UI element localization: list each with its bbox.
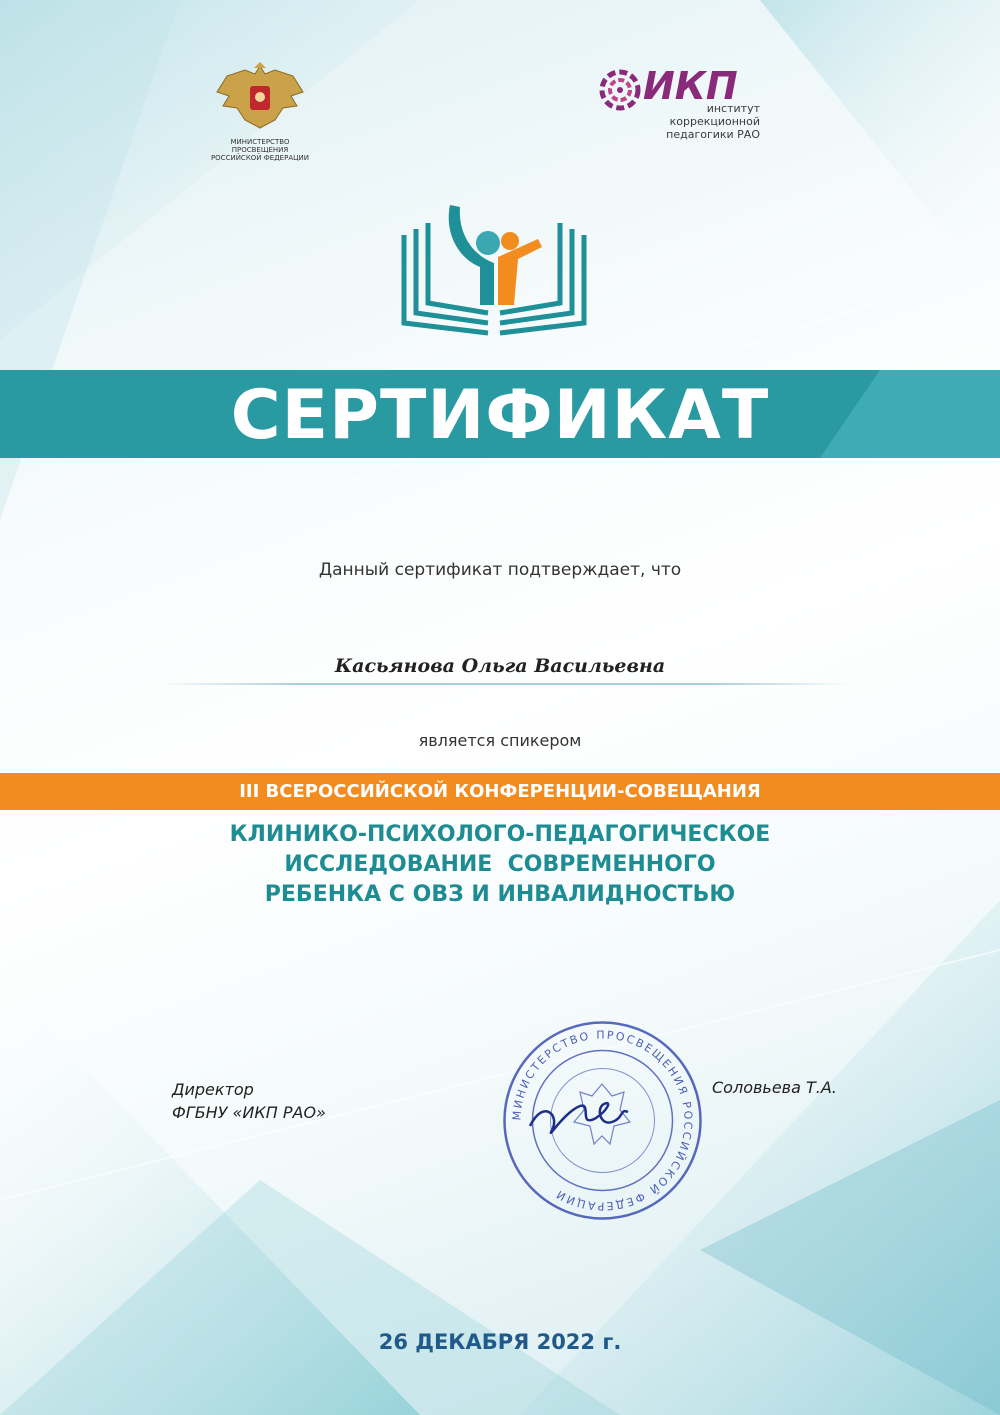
ikp-abbr: ИКП <box>643 64 738 108</box>
ministry-logo <box>205 62 315 162</box>
conference-banner <box>0 773 1000 810</box>
name-underline <box>160 683 850 685</box>
topic-line1: КЛИНИКО-ПСИХОЛОГО-ПЕДАГОГИЧЕСКОЕ <box>229 822 771 847</box>
ikp-subtitle-line3: педагогики РАО <box>666 128 760 141</box>
director-position-line1: Директор <box>172 1080 254 1099</box>
director-position <box>172 1078 326 1124</box>
ministry-name <box>205 138 315 162</box>
conference-topic <box>0 820 1000 910</box>
recipient-name: Касьянова Ольга Васильевна <box>334 655 666 677</box>
official-stamp <box>500 1018 705 1223</box>
stamp-text: МИНИСТЕРСТВО ПРОСВЕЩЕНИЯ РОССИЙСКОЙ ФЕДЕРАЦИИ <box>510 1028 695 1213</box>
ikp-subtitle <box>640 102 760 141</box>
conference-title: III ВСЕРОССИЙСКОЙ КОНФЕРЕНЦИИ-СОВЕЩАНИЯ <box>239 781 761 802</box>
ikp-logo <box>598 62 758 152</box>
ministry-name-line1: МИНИСТЕРСТВО ПРОСВЕЩЕНИЯ <box>230 138 290 154</box>
role-text: является спикером <box>418 731 582 750</box>
topic-line3: РЕБЕНКА С ОВЗ И ИНВАЛИДНОСТЬЮ <box>264 882 736 907</box>
confirm-text: Данный сертификат подтверждает, что <box>318 560 682 580</box>
director-position-line2: ФГБНУ «ИКП РАО» <box>172 1103 326 1122</box>
title-banner <box>0 370 1000 458</box>
certificate-title: СЕРТИФИКАТ <box>230 376 770 455</box>
ikp-subtitle-line1: институт <box>706 102 760 115</box>
topic-line2: ИССЛЕДОВАНИЕ СОВРЕМЕННОГО <box>284 852 716 877</box>
ikp-swirl-icon <box>598 68 642 112</box>
eagle-emblem-icon <box>205 62 315 134</box>
open-book-emblem-icon <box>398 205 590 337</box>
certificate-date: 26 ДЕКАБРЯ 2022 г. <box>378 1330 622 1354</box>
signer-name: Соловьева Т.А. <box>712 1078 837 1097</box>
ministry-name-line2: РОССИЙСКОЙ ФЕДЕРАЦИИ <box>210 154 310 162</box>
ikp-subtitle-line2: коррекционной <box>669 115 760 128</box>
